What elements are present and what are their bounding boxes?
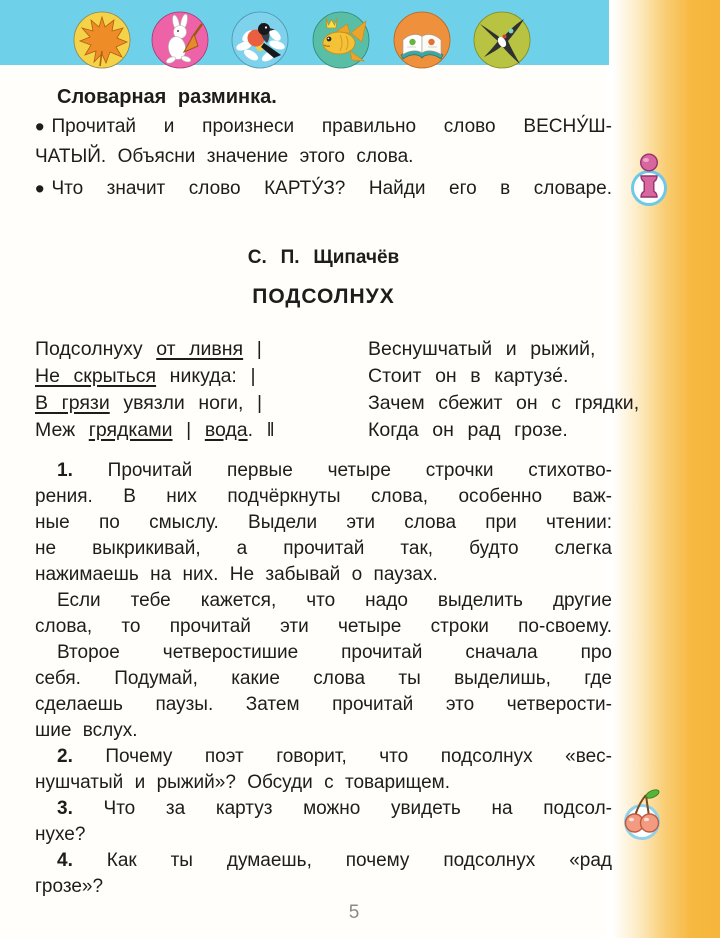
text-line: ЧАТЫЙ. Объясни значение этого слова. bbox=[35, 146, 414, 167]
text-line: 1. Прочитай первые четыре строчки стихотво- bbox=[57, 460, 612, 481]
task-paragraph bbox=[35, 744, 612, 796]
bullfinch-daisy-icon bbox=[231, 11, 289, 69]
poem-author: С. П. Щипачёв bbox=[247, 247, 400, 268]
text-line: Если тебе кажется, что надо выделить другие bbox=[57, 590, 612, 611]
poem-title: ПОДСОЛНУХ bbox=[252, 285, 395, 308]
page-number: 5 bbox=[348, 902, 360, 923]
text-line: 4. Как ты думаешь, почему подсолнух «рад bbox=[57, 850, 612, 871]
dictionary-info-icon bbox=[629, 151, 669, 209]
task-list bbox=[35, 458, 612, 900]
bullet-dot: • bbox=[35, 174, 45, 204]
text-line: сделаешь паузы. Затем прочитай это четверости- bbox=[35, 694, 612, 715]
warmup-list bbox=[35, 112, 612, 204]
page-content bbox=[35, 84, 640, 897]
poem-left-column bbox=[35, 336, 345, 444]
text-line: себя. Подумай, какие слова ты выделишь, где bbox=[35, 668, 612, 689]
cherries-icon bbox=[619, 785, 665, 843]
task-paragraph bbox=[35, 458, 612, 588]
poem-line: Когда он рад грозе. bbox=[368, 419, 568, 441]
bullet-dot: • bbox=[35, 112, 45, 142]
text-line: рения. В них подчёркнуты слова, особенно важ- bbox=[35, 486, 612, 507]
text-line: ные по смыслу. Выдели эти слова при чтении: bbox=[35, 512, 612, 533]
poem-line: Не скрыться никуда: | bbox=[35, 365, 256, 387]
text-line: • Что значит слово КАРТУ́З? Найди его в словаре. bbox=[35, 174, 612, 204]
task-paragraph bbox=[35, 848, 612, 900]
warmup-bullet-item bbox=[35, 174, 612, 204]
poem-line: Меж грядками | вода. ‖ bbox=[35, 419, 275, 441]
task-number: 3. bbox=[57, 798, 73, 819]
goldfish-crown-icon bbox=[312, 11, 370, 69]
text-line: нушчатый и рыжий»? Обсуди с товарищем. bbox=[35, 772, 450, 793]
task-paragraph bbox=[35, 796, 612, 848]
text-line: 2. Почему поэт говорит, что подсолнух «вес- bbox=[57, 746, 612, 767]
poem-line: В грязи увязли ноги, | bbox=[35, 392, 263, 414]
text-line: шие вслух. bbox=[35, 720, 138, 741]
task-number: 4. bbox=[57, 850, 73, 871]
poem-line: Зачем сбежит он с грядки, bbox=[368, 392, 640, 414]
poem-line: Стоит он в картузе́. bbox=[368, 365, 569, 387]
text-line: • Прочитай и произнеси правильно слово ВЕСНУ́Ш- bbox=[35, 112, 612, 142]
maple-leaf-icon bbox=[73, 11, 131, 69]
open-book-icon bbox=[393, 11, 451, 69]
task-number: 1. bbox=[57, 460, 73, 481]
text-line: Второе четверостишие прочитай сначала про bbox=[57, 642, 612, 663]
poem-line: Веснушчатый и рыжий, bbox=[368, 338, 596, 360]
text-line: слова, то прочитай эти четыре строки по-своему. bbox=[35, 616, 612, 637]
task-number: 2. bbox=[57, 746, 73, 767]
poem-right-column bbox=[368, 336, 668, 444]
text-line: нухе? bbox=[35, 824, 86, 845]
text-line: не выкрикивай, а прочитай так, будто слегка bbox=[35, 538, 612, 559]
task-paragraph bbox=[35, 588, 612, 640]
rabbit-balalaika-icon bbox=[151, 11, 209, 69]
warmup-title: Словарная разминка. bbox=[57, 86, 277, 108]
text-line: 3. Что за картуз можно увидеть на подсол- bbox=[57, 798, 612, 819]
poem-line: Подсолнуху от ливня | bbox=[35, 338, 262, 360]
warmup-bullet-item bbox=[35, 112, 612, 172]
task-paragraph bbox=[35, 640, 612, 744]
text-line: грозе»? bbox=[35, 876, 104, 897]
swallow-icon bbox=[473, 11, 531, 69]
text-line: нажимаешь на них. Не забывай о паузах. bbox=[35, 564, 438, 585]
